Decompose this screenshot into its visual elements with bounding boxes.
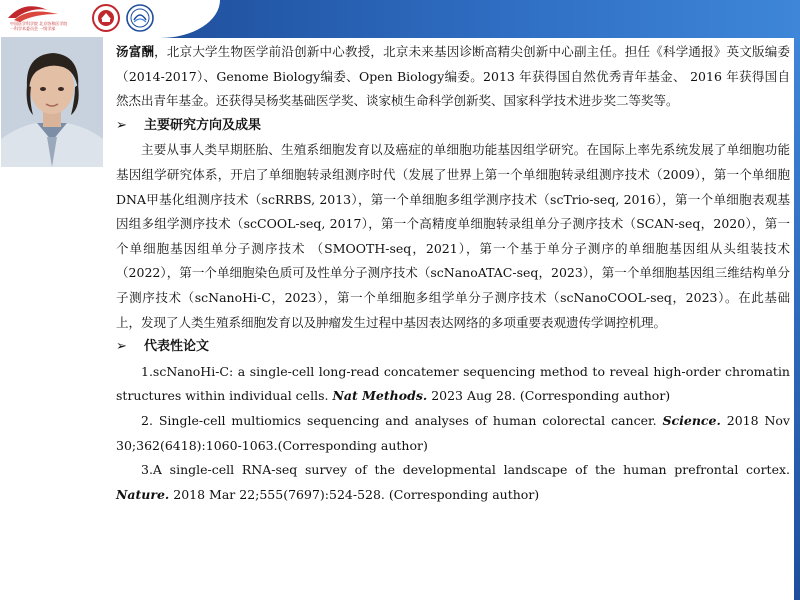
paper-item <box>116 360 790 409</box>
person-name: 汤富酬 <box>116 44 155 59</box>
paper-text: 2. Single-cell multiomics sequencing and analyses of human colorectal cancer. <box>141 412 663 428</box>
paper-journal: Nature. <box>116 486 170 502</box>
university-seal-icon <box>92 4 120 32</box>
arrow-bullet-icon: ➢ <box>116 117 127 133</box>
content-area <box>116 40 790 507</box>
header-bar <box>0 0 800 38</box>
logo-caption-line1: 中国医学科学院 北京协和医学院 <box>10 21 68 26</box>
section-heading-papers <box>116 335 790 360</box>
bio-paragraph <box>116 40 790 114</box>
paper-citation: 2018 Mar 22;555(7697):524-528. (Corresponding author) <box>169 486 540 502</box>
logo-caption <box>10 21 72 31</box>
paper-text: 3.A single-cell RNA-seq survey of the developmental landscape of the human prefrontal cortex. <box>141 462 790 478</box>
paper-item <box>116 458 790 507</box>
paper-text: 1.scNanoHi-C: a single-cell long-read concatemer sequencing method to reveal high-order chromatin structures within individual cells. <box>116 363 790 404</box>
research-paragraph: 主要从事人类早期胚胎、生殖系细胞发育以及癌症的单细胞功能基因组学研究。在国际上率先系统发展了单细胞功能基因组学研究体系，开启了单细胞转录组测序时代（发展了世界上第一个单细胞转录组测序技术（2009），第一个单细胞DNA甲基化组测序技术（scRRBS, 2013），第一个单细胞多组学测序技术（scTrio-seq, 2016），第一个单细胞表观基因组多组学测序技术（scCOOL-seq, 2017），第一个高精度单细胞转录组单分子测序技术（SCAN-seq，2020），第一个单细胞基因组单分子测序技术 （SMOOTH-seq，2021），第一个基于单分子测序的单细胞基因组从头组装技术（2022），第一个单细胞染色质可及性单分子测序技术（scNanoATAC-seq，2023），第一个单细胞基因组三维结构单分子测序技术（scNanoHi-C，2023），第一个单细胞多组学单分子测序技术（scNanoCOOL-seq，2023）。在此基础上，发现了人类生殖系细胞发育以及肿瘤发生过程中基因表达网络的多项重要表观遗传学调控机理。 <box>116 142 790 330</box>
bio-text: ，北京大学生物医学前沿创新中心教授，北京未来基因诊断高精尖创新中心副主任。担任《科学通报》英文版编委（2014-2017）、Genome Biology编委、Open Biology编委。2013 年获得国自然优秀青年基金、 2016 年获得国自然杰出青年基金。还获得吴杨奖基础医学奖、谈家桢生命科学创新奖、国家科学技术进步奖二等奖等。 <box>116 44 790 109</box>
right-edge-bar <box>794 38 800 600</box>
section-heading-research <box>116 114 790 139</box>
arrow-bullet-icon: ➢ <box>116 339 127 355</box>
paper-citation: 2023 Aug 28. (Corresponding author) <box>427 388 671 404</box>
section-title-research: 主要研究方向及成果 <box>144 117 262 133</box>
paper-journal: Science. <box>662 412 721 428</box>
header-stripe <box>150 0 800 38</box>
paper-citation: 2018 Nov 30;362(6418):1060-1063.(Corresponding author) <box>116 412 790 453</box>
logo-caption-line2: 一科学术委员会 一级学部 <box>10 26 56 31</box>
paper-journal: Nat Methods. <box>332 388 428 404</box>
institute-seal-icon <box>126 4 154 32</box>
paper-item <box>116 409 790 458</box>
logo-group <box>4 2 164 36</box>
section-title-papers: 代表性论文 <box>144 339 210 355</box>
portrait-photo <box>1 37 103 167</box>
